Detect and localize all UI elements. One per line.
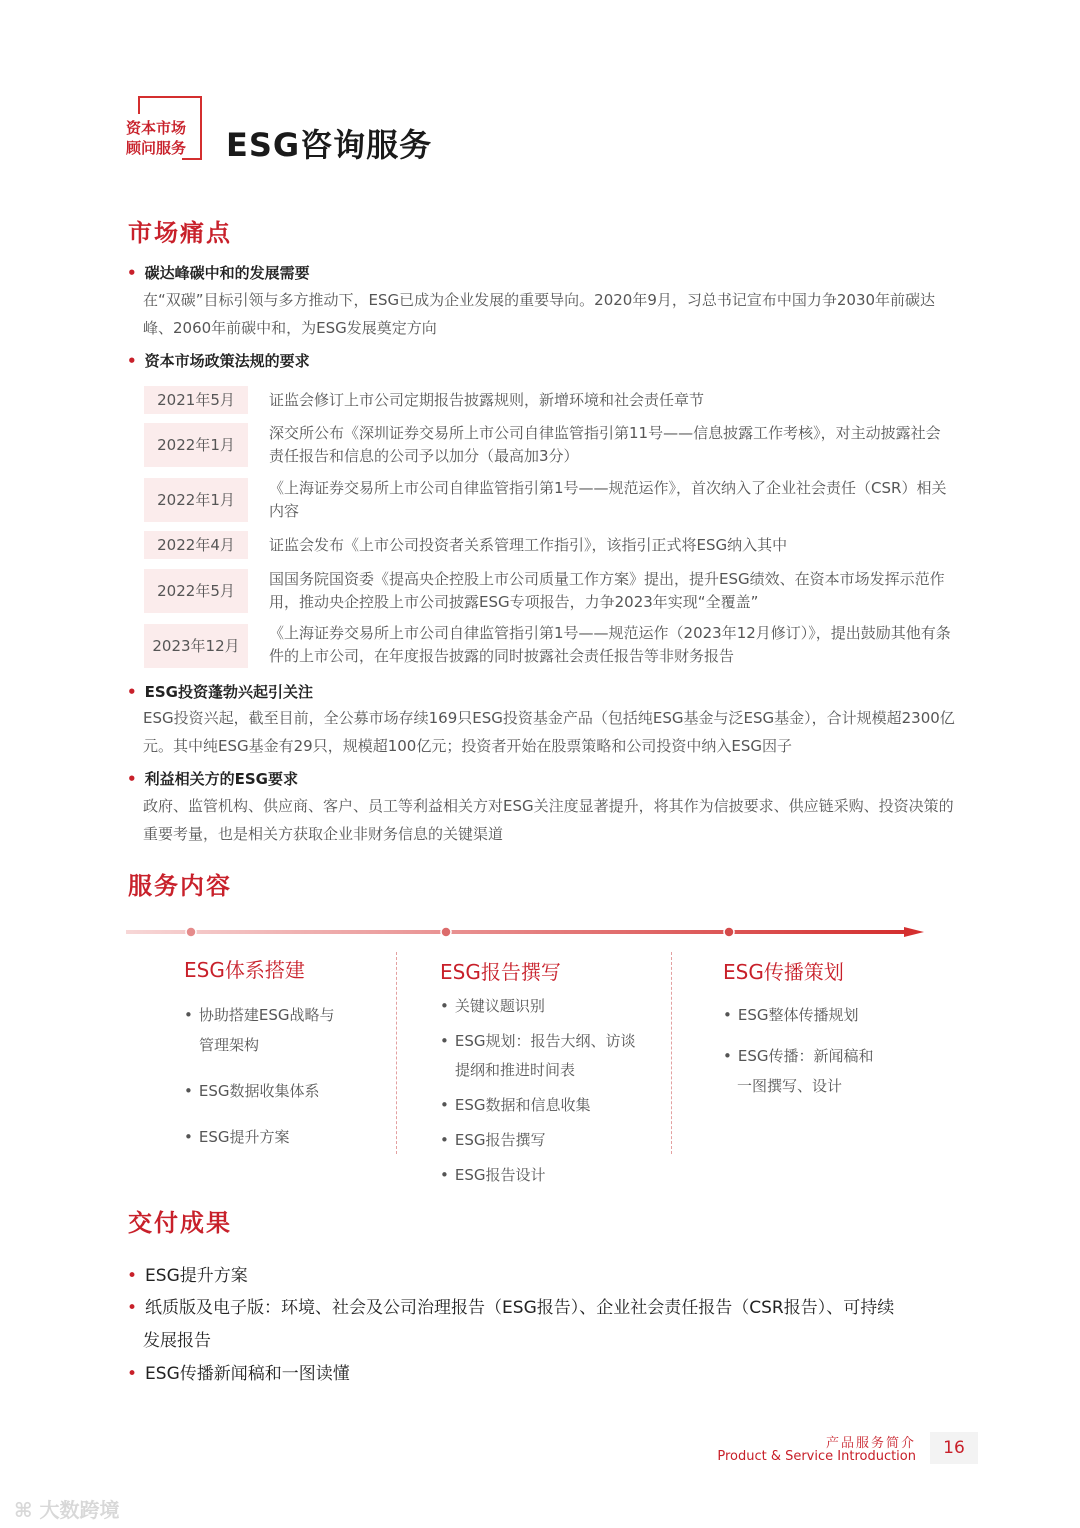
- column-divider: [671, 952, 672, 1154]
- policy-date: 2023年12月: [144, 624, 248, 668]
- deliverable-item-cont: 发展报告: [143, 1331, 211, 1351]
- deliverable-item: • 纸质版及电子版：环境、社会及公司治理报告（ESG报告）、企业社会责任报告（CSR报告）、可持续: [127, 1298, 895, 1318]
- policy-date: 2022年1月: [144, 478, 248, 522]
- watermark-logo-icon: ⌘: [14, 1498, 33, 1522]
- policy-text: 国国务院国资委《提高央企控股上市公司质量工作方案》提出，提升ESG绩效、在资本市场发挥示范作用，推动央企控股上市公司披露ESG专项报告，力争2023年实现“全覆盖”: [269, 570, 945, 611]
- service-item: • ESG提升方案: [184, 1128, 290, 1146]
- footer-en: Product & Service Introduction: [717, 1449, 916, 1464]
- policy-text: 深交所公布《深圳证券交易所上市公司自律监管指引第11号——信息披露工作考核》，对主动披露社会责任报告和信息的公司予以加分（最高加3分）: [269, 424, 941, 465]
- policy-text: 证监会发布《上市公司投资者关系管理工作指引》，该指引正式将ESG纳入其中: [269, 536, 788, 554]
- service-item-cont: 提纲和推进时间表: [455, 1061, 576, 1079]
- service-item: • 关键议题识别: [440, 997, 545, 1015]
- arrow-head-icon: [904, 927, 924, 937]
- pain-point-3-text: ESG投资兴起，截至目前，全公募市场存续169只ESG投资基金产品（包括纯ESG基金与泛ESG基金），合计规模超2300亿元。其中纯ESG基金有29只，规模超100亿元；投资者开始在股票策略和公司投资中纳入ESG因子: [143, 709, 955, 755]
- deliverable-item: • ESG提升方案: [127, 1266, 248, 1286]
- timeline-line: [126, 930, 906, 934]
- header-tag: [116, 118, 196, 158]
- pain-point-1-text: 在“双碳”目标引领与多方推动下，ESG已成为企业发展的重要导向。2020年9月，习总书记宣布中国力争2030年前碳达峰、2060年前碳中和，为ESG发展奠定方向: [143, 291, 936, 337]
- header-tag-line2: 顾问服务: [125, 139, 186, 157]
- pain-point-3-head: • ESG投资蓬勃兴起引关注: [127, 683, 313, 701]
- service-item: • ESG传播：新闻稿和: [723, 1047, 874, 1065]
- pain-point-1-head: • 碳达峰碳中和的发展需要: [127, 264, 310, 282]
- watermark: ⌘ 大数跨境: [14, 1498, 120, 1522]
- service-item: • ESG报告设计: [440, 1166, 546, 1184]
- policy-date: 2021年5月: [144, 386, 248, 414]
- service-item: • ESG规划：报告大纲、访谈: [440, 1032, 636, 1050]
- service-item: • ESG报告撰写: [440, 1131, 546, 1149]
- service-col1-title: ESG体系搭建: [184, 958, 305, 982]
- service-item-cont: 管理架构: [199, 1036, 260, 1054]
- policy-text: 《上海证券交易所上市公司自律监管指引第1号——规范运作（2023年12月修订）》，提出鼓励其他有条件的上市公司，在年度报告披露的同时披露社会责任报告等非财务报告: [269, 624, 951, 665]
- policy-text: 《上海证券交易所上市公司自律监管指引第1号——规范运作》，首次纳入了企业社会责任（CSR）相关内容: [269, 479, 947, 520]
- footer-cn: 产品服务简介: [825, 1436, 916, 1451]
- policy-date: 2022年5月: [144, 569, 248, 613]
- pain-point-2-head: • 资本市场政策法规的要求: [127, 352, 310, 370]
- pain-points-title: 市场痛点: [128, 219, 232, 247]
- service-item: • ESG数据收集体系: [184, 1082, 320, 1100]
- policy-date: 2022年1月: [144, 423, 248, 467]
- service-item: • 协助搭建ESG战略与: [184, 1006, 335, 1024]
- page-number: 16: [930, 1432, 978, 1464]
- service-item: • ESG数据和信息收集: [440, 1096, 591, 1114]
- policy-text: 证监会修订上市公司定期报告披露规则，新增环境和社会责任章节: [269, 391, 705, 409]
- timeline-dot: [441, 927, 451, 937]
- services-title: 服务内容: [128, 872, 232, 900]
- page-title: ESG咨询服务: [226, 126, 433, 164]
- service-item-cont: 一图撰写、设计: [737, 1077, 843, 1095]
- header-tag-line1: 资本市场: [125, 119, 186, 137]
- timeline-arrow: [126, 922, 926, 942]
- timeline-dot: [186, 927, 196, 937]
- pain-point-4-head: • 利益相关方的ESG要求: [127, 770, 298, 788]
- service-item: • ESG整体传播规划: [723, 1006, 859, 1024]
- service-col2-title: ESG报告撰写: [440, 960, 561, 984]
- timeline-dot: [724, 927, 734, 937]
- service-col3-title: ESG传播策划: [723, 960, 844, 984]
- pain-point-4-text: 政府、监管机构、供应商、客户、员工等利益相关方对ESG关注度显著提升，将其作为信披要求、供应链采购、投资决策的重要考量，也是相关方获取企业非财务信息的关键渠道: [143, 797, 954, 843]
- column-divider: [396, 952, 397, 1154]
- deliverable-item: • ESG传播新闻稿和一图读懂: [127, 1364, 350, 1384]
- policy-date: 2022年4月: [144, 531, 248, 559]
- deliverables-title: 交付成果: [128, 1209, 232, 1237]
